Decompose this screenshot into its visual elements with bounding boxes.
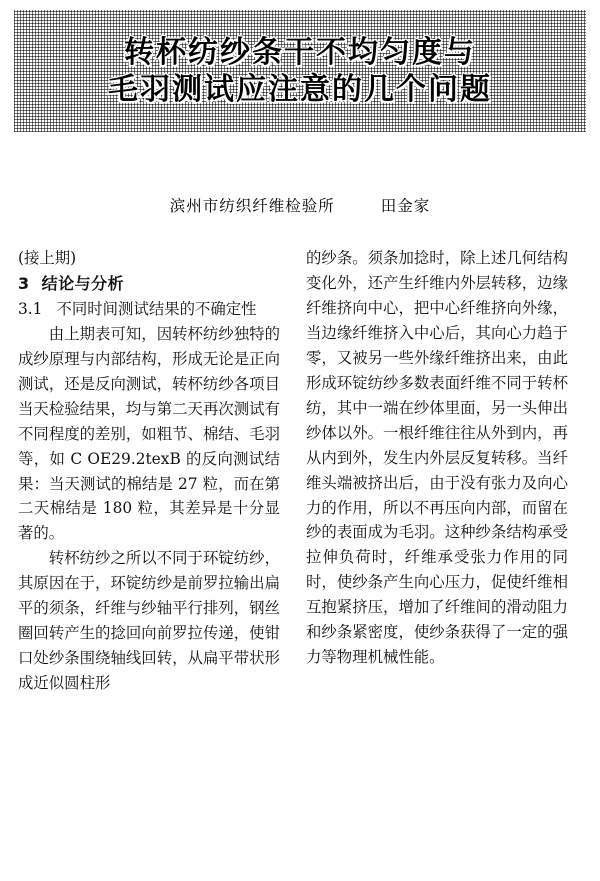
right-paragraph-1: 的纱条。须条加捻时，除上述几何结构变化外，还产生纤维内外层转移，边缘纤维挤向中心，把中心纤维挤向外缘，当边缘纤维挤入中心后，其向心力趋于零，又被另一些外缘纤维挤出来，由此形成环锭纺纱多数表面纤维不同于转杯纺，其中一端在纱体里面，另一头伸出纱体以外。一根纤维往往从外到内，再从内到外，发生内外层反复转移。当纤维头端被挤出后，由于没有张力及向心力的作用，所以不再压向内部，而留在纱的表面成为毛羽。这种纱条结构承受拉伸负荷时，纤维承受张力作用的同时，使纱条产生向心压力，促使纤维相互抱紧挤压，增加了纤维间的滑动阻力和纱条紧密度，使纱条获得了一定的强力等物理机械性能。 xyxy=(306,249,568,667)
left-paragraph-2: 转杯纺纱之所以不同于环锭纺纱，其原因在于，环锭纺纱是前罗拉输出扁平的须条，纤维与纱轴平行排列，钢丝圈回转产生的捻回向前罗拉传递，使钳口处纱条围绕轴线回转，从扁平带状形成近似圆柱形 xyxy=(18,549,280,693)
section-number: 3 xyxy=(18,273,30,293)
section-heading-3 xyxy=(18,271,280,297)
title-banner xyxy=(14,10,586,132)
section-title: 结论与分析 xyxy=(41,273,125,293)
byline-affiliation: 滨州市纺织纤维检验所 xyxy=(169,197,335,215)
byline xyxy=(0,194,600,216)
byline-author: 田金家 xyxy=(380,197,431,215)
left-column xyxy=(18,246,280,856)
document-page xyxy=(0,10,600,881)
title-line-1: 转杯纺纱条干不均匀度与 xyxy=(124,34,476,70)
continuation-note: (接上期) xyxy=(18,249,77,267)
subsection-number: 3.1 xyxy=(18,299,43,318)
right-column xyxy=(306,246,568,856)
body-columns xyxy=(18,246,582,856)
subsection-heading-3-1 xyxy=(18,297,280,322)
left-paragraph-1: 由上期表可知，因转杯纺纱独特的成纱原理与内部结构，形成无论是正向测试，还是反向测试，转杯纺纱各项目当天检验结果，均与第二天再次测试有不同程度的差别，如粗节、棉结、毛羽等，如 C OE29.2texB 的反向测试结果：当天测试的棉结是 27 粒，而在第二天棉结是 180 粒，其差异是十分显著的。 xyxy=(18,324,280,543)
title-line-2: 毛羽测试应注意的几个问题 xyxy=(108,72,492,107)
subsection-title: 不同时间测试结果的不确定性 xyxy=(56,299,257,318)
